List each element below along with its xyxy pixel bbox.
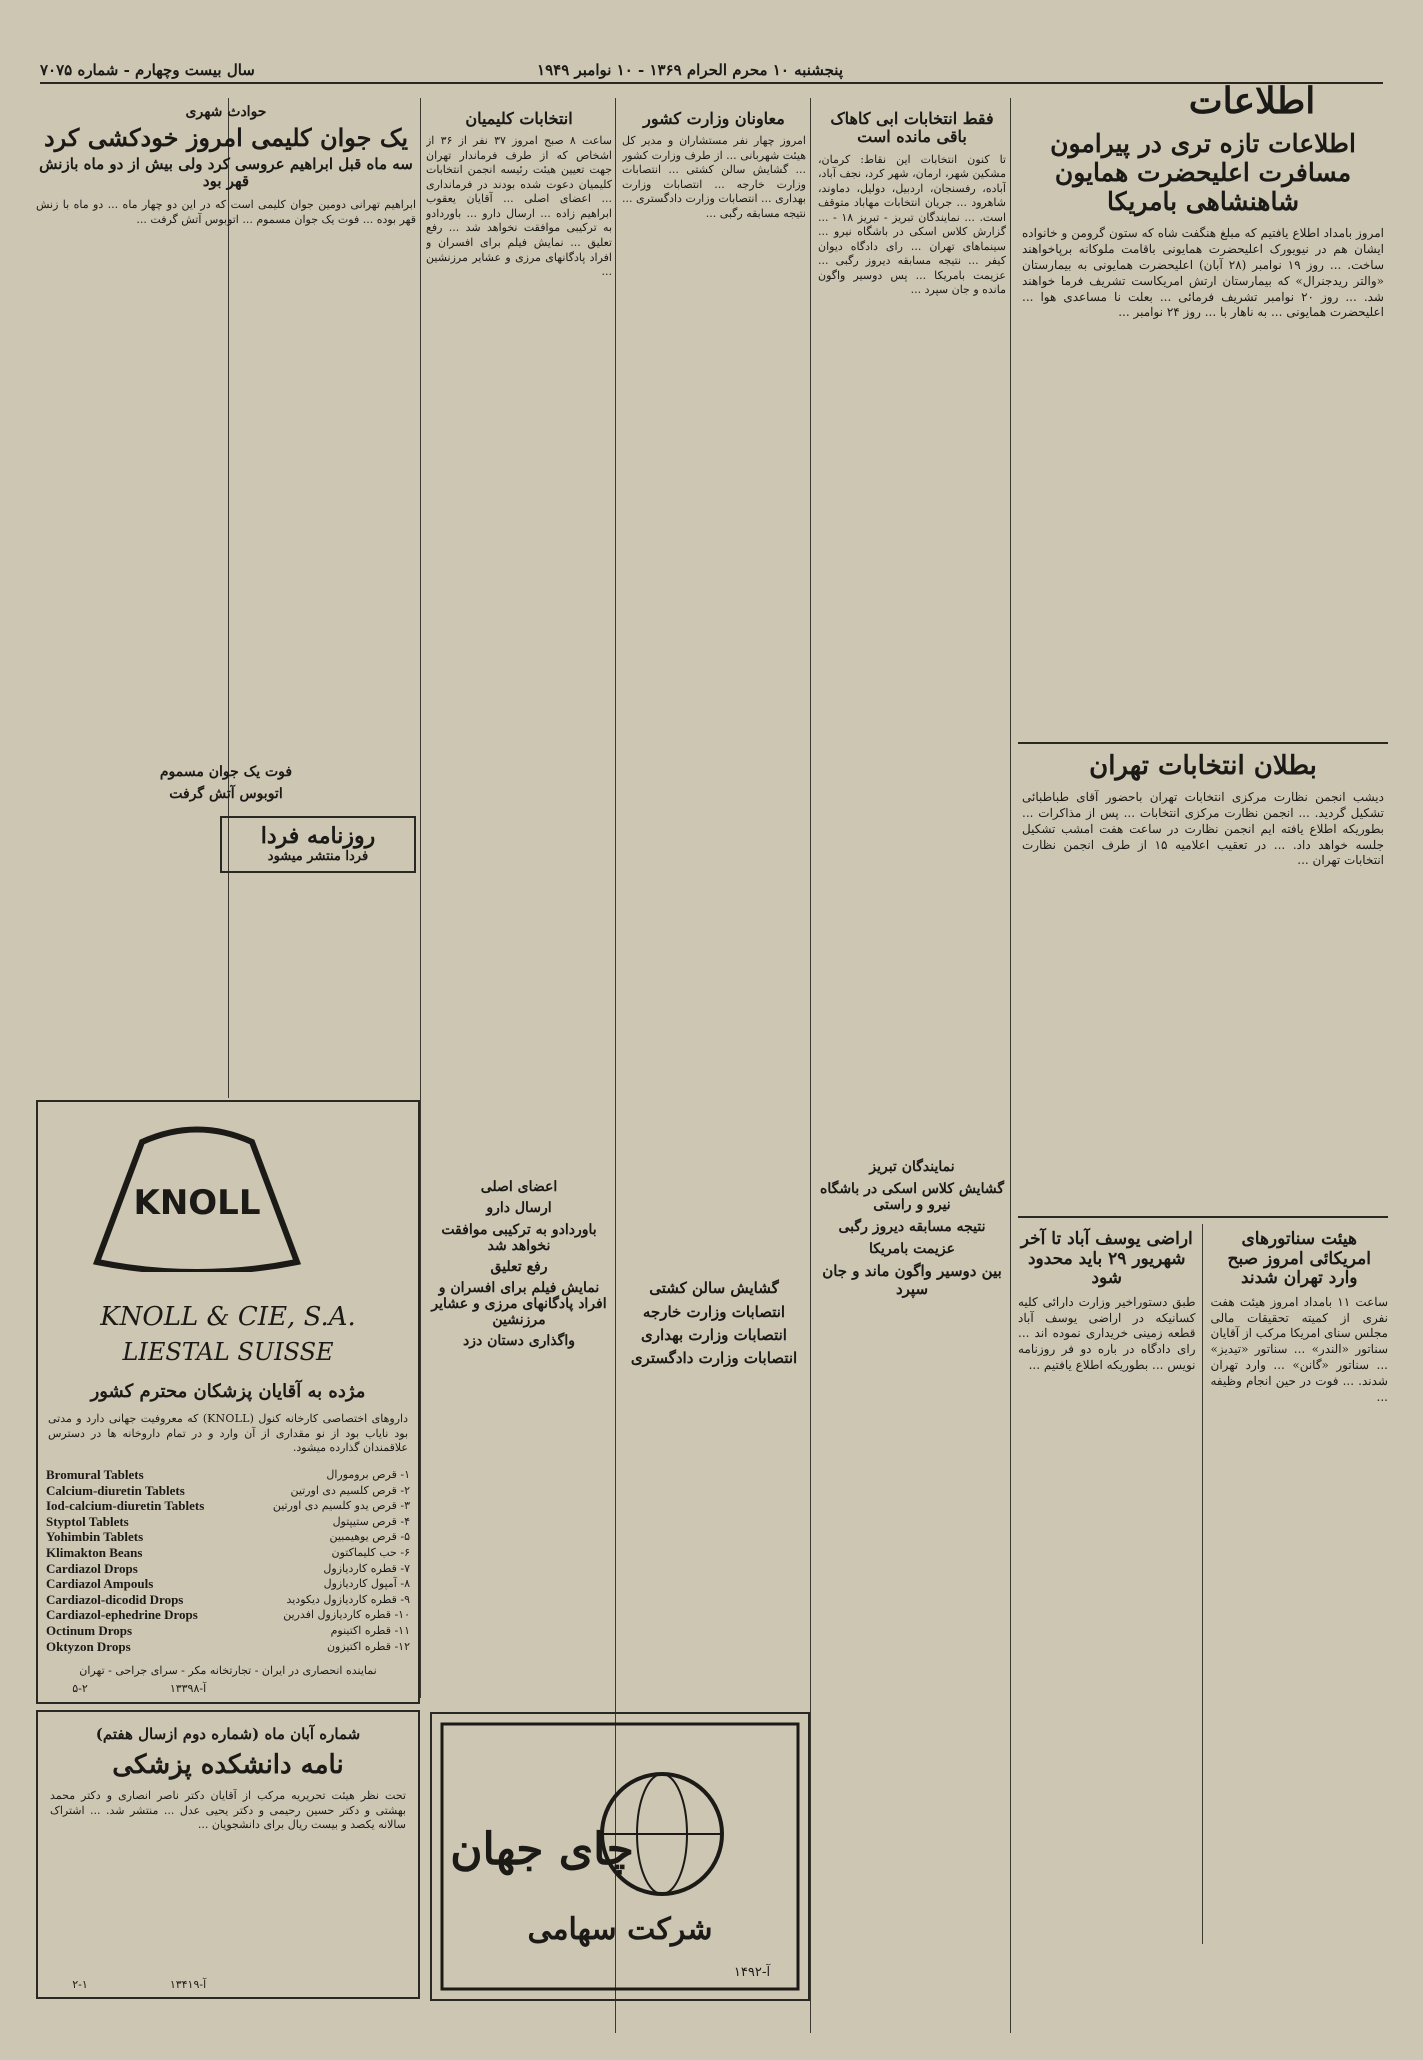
knoll-product: Yohimbin Tablets [46,1529,144,1545]
knoll-code: آ-۱۳۳۹۸ [169,1682,207,1695]
section-divider [1018,1216,1388,1218]
knoll-product-fa: ۱۱- قطره اکتینوم [330,1624,410,1638]
knoll-product-fa: ۵- قرص یوهیمبین [329,1530,410,1544]
subhead-wagon: بین دوسیر واگون ماند و جان سپرد [822,1262,1002,1298]
subhead-departure: عزیمت بامریکا [869,1241,955,1258]
headline-remaining-elections: فقط انتخابات ابی کاهاک باقی مانده است [830,109,994,147]
subhead-justice-ministry: انتصابات وزارت دادگستری [630,1349,798,1368]
knoll-code2: ۵-۲ [72,1682,88,1695]
headline-royal-trip: اطلاعات تازه تری در پیرامون مسافرت اعلیحضرت همایون شاهنشاهی بامریکا [1050,129,1356,216]
knoll-product: Styptol Tablets [46,1513,129,1529]
knoll-product-fa: ۴- قرص ستیپتول [332,1514,410,1528]
subhead-composition: باوردادو به ترکیبی موافقت نخواهد شد [441,1221,597,1254]
column-rule [810,98,811,2033]
section-divider [1018,742,1388,744]
headline-senators: هیئت سناتورهای امریکائی امروز صبح وارد تهران شدند [1227,1229,1371,1289]
journal-code2: ۲-۱ [72,1978,88,1991]
chay-code: آ-۱۴۹۲ [733,1965,771,1980]
headline-tehran-elections: بطلان انتخابات تهران [1089,751,1317,782]
ad-farda-title: روزنامه فردا [260,823,376,850]
subhead-wrestling-hall: گشایش سالن کشتی [649,1279,779,1298]
knoll-product-list-en [46,1467,246,1654]
subhead-poisoned: فوت یک جوان مسموم [159,764,293,781]
knoll-product-fa: ۹- قطره کاردیازول دیکودید [286,1592,410,1606]
column-jewish-elections [426,104,612,1694]
knoll-product: Klimakton Beans [46,1544,143,1560]
column-rule [1010,98,1011,2033]
journal-code: آ-۱۳۴۱۹ [169,1978,207,1991]
knoll-product-list-fa [250,1467,410,1654]
subhead-foreign-ministry: انتصابات وزارت خارجه [642,1302,786,1321]
subhead-tabriz: نمایندگان تبریز [869,1158,955,1175]
column-city-news [36,104,416,1094]
knoll-product: Cardiazol Drops [46,1560,138,1576]
column-main-news [1018,120,1388,2060]
knoll-ad [36,1100,420,1704]
knoll-product-fa: ۱۲- قطره اکتیزون [326,1639,410,1653]
article-elections: تا کنون انتخابات این نقاط: کرمان، مشکین شهر، ارمان، شهر کرد، نجف آباد، آباده، رفسنجان، اردبیل، دولیل، دماوند، شاهرود ... جریان انتخابات مهاباد متوقف است. ... نمایندگان تبریز - تبریز ۱۸ - ... گزارش کلاس اسکی در باشگاه نیرو ... سینماهای تهران ... رای دادگاه دیوان کیفر ... نتیجه مسابقه دیروز رگبی ... عزیمت بامریکا ... پس دوسیر واگون مانده و جان سپرد ... [818,152,1006,297]
senators-article [1211,1224,1389,1944]
article-royal-trip: امروز بامداد اطلاع یافتیم که مبلغ هنگفت شاه که ستون گرومن و خانواده ایشان هم در نیویورک اعلیحضرت همایونی باقامت ملوکانه برپاخواهند ساخت. ... روز ۱۹ نوامبر (۲۸ آبان) اعلیحضرت همایونی به بیمارستان «والتر ریدجنرال» که بیمارستان ارتش امریکاست تشریف فرما خواهند شد. ... روز ۲۰ نوامبر تشریف فرمائی ... بعلت نا مساعدی هوا ... اعلیحضرت همایونی ... به ناهار با ... روز ۲۴ نوامبر ... [1022,226,1385,320]
subhead-film: نمایش فیلم برای افسران و افراد پادگانهای مرزی و عشایر مرزنشین [431,1279,607,1329]
knoll-product: Bromural Tablets [46,1467,144,1482]
chay-company: شرکت سهامی [527,1912,713,1947]
kicker-city-news: حوادث شهری [185,104,267,120]
knoll-logo [82,1122,312,1272]
knoll-product-fa: ۶- حب کلیماکتون [331,1546,410,1560]
issue-number: سال بیست وچهارم - شماره ۷۰۷۵ [40,61,255,79]
knoll-product: Oktyzon Drops [46,1638,131,1654]
chay-text: چای جهان [450,1824,634,1875]
subhead-thieves: واگذاری دستان دزد [463,1333,575,1350]
column-elections [818,104,1006,2034]
article-senators: ساعت ۱۱ بامداد امروز هیئت هفت نفری از کمیته تحقیقات مالی مجلس سنای امریکا مرکب از آقایان سناتور «الندر» ... سناتور «تیدیز» ... سناتور «گانن» ... وارد تهران شدند. ... فوت در حین انجام وظیفه ... [1210,1294,1388,1404]
journal-body: تحت نظر هیئت تحریریه مرکب از آقایان دکتر ناصر انصاری و دکتر محمد بهشتی و دکتر حسین رحیمی و دکتر یحیی عدل ... منتشر شد. ... اشتراک سالانه یکصد و بیست ریال برای دانشجویان ... [50,1789,406,1832]
headline-ministry-deputies: معاونان وزارت کشور [643,109,785,128]
ad-farda-sub: فردا منتشر میشود [267,848,369,864]
bottom-split [1018,1224,1388,1944]
headline-yusefabad: اراضی یوسف آباد تا آخر شهریور ۲۹ باید محدود شود [1020,1229,1193,1289]
headline-suicide: یک جوان کلیمی امروز خودکشی کرد [43,123,409,153]
knoll-product: Octinum Drops [46,1622,133,1638]
knoll-intro: داروهای اختصاصی کارخانه کنول (KNOLL) که معروفیت جهانی دارد و مدتی بود نایاب بود از نو مقداری از آن وارد و در تمام داروخانه ها در دسترس علاقمندان گذارده میشود. [48,1412,408,1455]
deck-suicide: سه ماه قبل ابراهیم عروسی کرد ولی بیش از دو ماه بازنش قهر بود [39,154,413,190]
headline-jewish-elections: انتخابات کلیمیان [465,109,573,128]
knoll-product-fa: ۱۰- قطره کاردیازول افدرین [283,1608,410,1622]
knoll-product: Calcium-diuretin Tablets [46,1482,185,1498]
masthead: اطلاعات [1188,80,1316,122]
knoll-product-fa: ۱- قرص برومورال [326,1468,410,1481]
journal-kicker: شماره آبان ماه (شماره دوم ازسال هفتم) [95,1725,361,1743]
journal-title: نامه دانشکده پزشکی [112,1750,344,1781]
article-suicide: ابراهیم تهرانی دومین جوان کلیمی است که در این دو چهار ماه ... دو ماه با زنش قهر بوده ... فوت یک جوان مسموم ... اتوبوس آتش گرفت ... [36,198,416,226]
knoll-product: Cardiazol-ephedrine Drops [46,1607,198,1623]
knoll-company: KNOLL & CIE, S.A. [100,1302,356,1332]
ad-farda [220,816,416,872]
article-ministry: امروز چهار نفر مستشاران و مدیر کل هیئت شهربانی ... از طرف وزارت کشور ... گشایش سالن کشتی ... انتصابات وزارت خارجه ... انتصابات وزارت بهداری ... انتصابات وزارت دادگستری ... نتیجه مسابقه رگبی ... [622,134,806,220]
date-line: پنجشنبه ۱۰ محرم الحرام ۱۳۶۹ - ۱۰ نوامبر ۱۹۴۹ [537,61,843,79]
subhead-suspension: رفع تعلیق [490,1258,548,1275]
chay-ad [430,1712,810,2001]
subhead-members: اعضای اصلی [480,1179,558,1196]
knoll-product-fa: ۷- قطره کاردیازول [323,1561,410,1575]
knoll-product-fa: ۳- قرص یدو کلسیم دی اورتین [272,1499,410,1513]
yusefabad-article [1018,1224,1203,1944]
subhead-rugby: نتیجه مسابقه دیروز رگبی [838,1219,986,1236]
knoll-product-fa: ۸- آمپول کاردیازول [323,1577,410,1591]
article-tehran-elections: دیشب انجمن نظارت مرکزی انتخابات تهران باحضور آقای طباطبائی تشکیل گردید. ... انجمن نظارت مرکزی انتخابات ... پس از مذاکرات ... بطوریکه اطلاع یافته ایم انجمن نظارت در ساعت هفت امشب تشکیل جلسه خواهد داد. ... در تعقیب اعلامیه ۱۵ از طرف انجمن نظارت انتخابات تهران ... [1022,790,1384,868]
subhead-ski-class: گشایش کلاس اسکی در باشگاه نیرو و راستی [819,1180,1004,1213]
subhead-health-ministry: انتصابات وزارت بهداری [641,1325,787,1344]
knoll-product: Iod-calcium-diuretin Tablets [46,1498,205,1514]
knoll-product: Cardiazol Ampouls [46,1576,154,1592]
subhead-medicine: ارسال دارو [486,1200,552,1217]
chay-logo [432,1714,808,1999]
knoll-city: LIESTAL SUISSE [122,1338,334,1366]
knoll-title: مژده به آقایان پزشکان محترم کشور [90,1381,366,1402]
article-jewish-elections: ساعت ۸ صبح امروز ۳۷ نفر از ۳۶ از اشخاص که از طرف فرماندار تهران جهت تعیین هیئت رئیسه انجمن انتخابات کلیمیان دعوت شده بودند در فرمانداری ... اعضای اصلی ... آقایان یعقوب ابراهیم زاده ... ارسال دارو ... باوردادو به ترکیبی موافقت نخواهد شد ... رفع تعلیق ... نمایش فیلم برای افسران و افراد پادگانهای مرزی و عشایر مرزنشین ... [426,134,612,279]
journal-ad [36,1710,420,1999]
article-yusefabad: طبق دستوراخیر وزارت دارائی کلیه کسانیکه در اراضی یوسف آباد قطعه زمینی خریداری نموده اند ... رای دادگاه در باره دو فر روزنامه نویس ... بطوریکه اطلاع یافتیم ... [1018,1294,1196,1373]
subhead-bus-fire: اتوبوس آتش گرفت [169,786,283,803]
knoll-agent: نماینده انحصاری در ایران - تجارتخانه مکر - سرای جراحی - تهران [79,1664,377,1677]
column-rule [420,98,421,1698]
knoll-logo-text: KNOLL [133,1183,261,1223]
column-ministry [622,104,806,1704]
knoll-product: Cardiazol-dicodid Drops [46,1591,184,1607]
knoll-product-fa: ۲- قرص کلسیم دی اورتین [290,1483,410,1497]
